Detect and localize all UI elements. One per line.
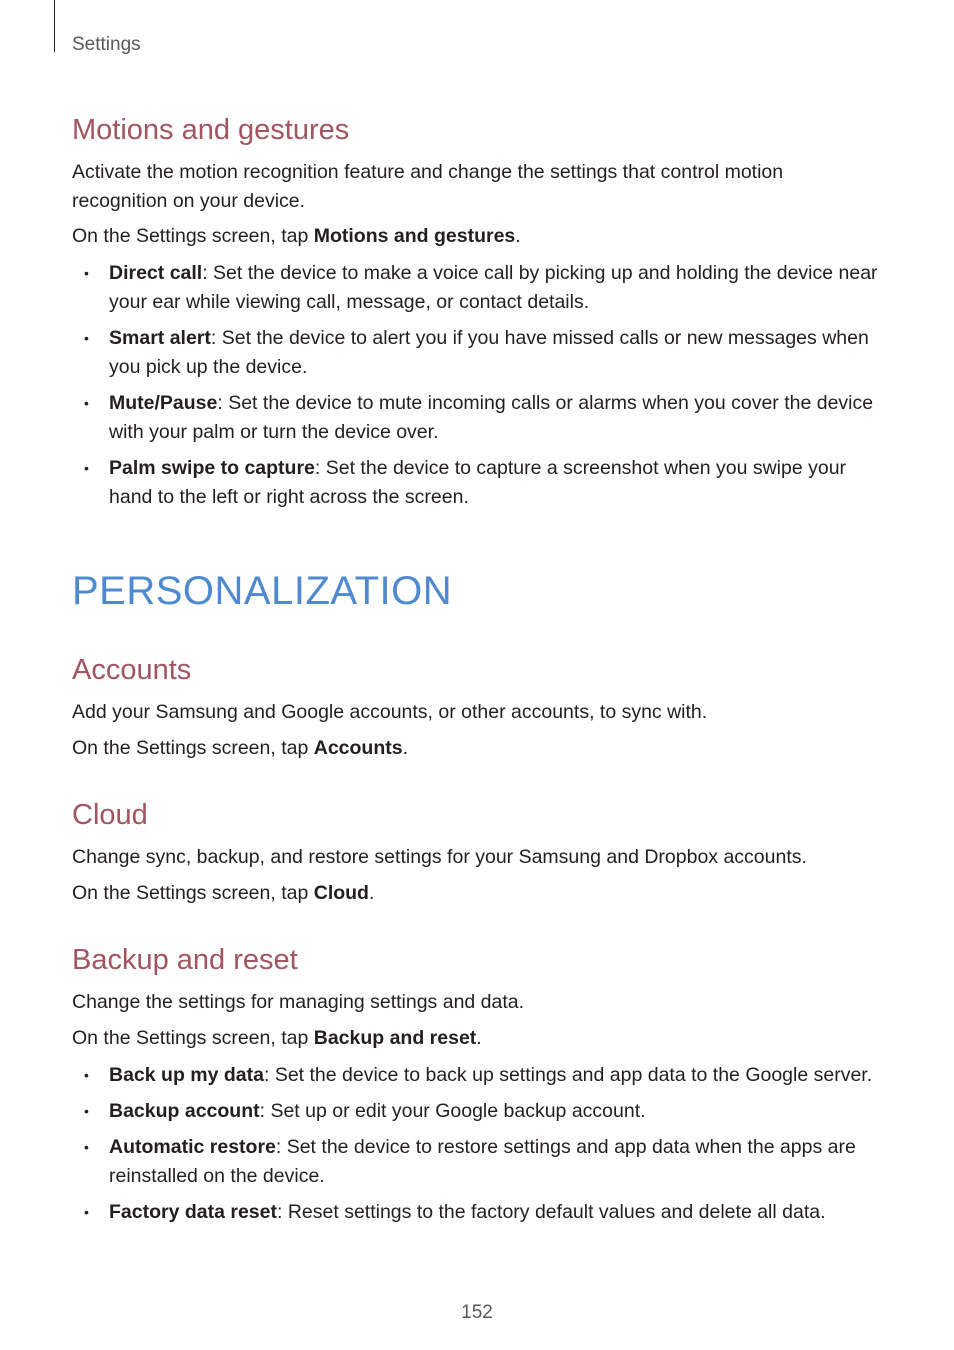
bullet: • bbox=[84, 395, 89, 411]
backup-intro: Change the settings for managing settings and data. bbox=[72, 991, 525, 1013]
cloud-intro: Change sync, backup, and restore settings for your Samsung and Dropbox accounts. bbox=[72, 846, 807, 868]
list-item bbox=[72, 1097, 882, 1126]
list-item bbox=[72, 454, 882, 512]
bullet: • bbox=[84, 1103, 89, 1119]
accounts-tap-target: Accounts bbox=[313, 737, 403, 759]
item-desc: : Reset settings to the factory default values and delete all data. bbox=[277, 1201, 826, 1223]
item-term: Back up my data bbox=[109, 1064, 264, 1086]
list-item bbox=[72, 324, 882, 382]
list-item bbox=[72, 1198, 882, 1227]
item-term: Direct call bbox=[109, 262, 203, 284]
list-item bbox=[72, 1061, 882, 1090]
accounts-tap-instruction: On the Settings screen, tap Accounts. bbox=[72, 737, 409, 759]
item-desc: : Set up or edit your Google backup account. bbox=[259, 1100, 646, 1122]
list-item bbox=[72, 1133, 882, 1191]
backup-tap-instruction: On the Settings screen, tap Backup and reset. bbox=[72, 1027, 482, 1049]
page-content bbox=[72, 110, 882, 1227]
bullet: • bbox=[84, 265, 89, 281]
item-term: Palm swipe to capture bbox=[109, 457, 315, 479]
bullet: • bbox=[84, 330, 89, 346]
running-head: Settings bbox=[72, 34, 141, 55]
item-term: Factory data reset bbox=[109, 1201, 277, 1223]
bullet: • bbox=[84, 1139, 89, 1155]
page-number: 152 bbox=[461, 1302, 493, 1323]
cloud-tap-target: Cloud bbox=[313, 882, 369, 904]
margin-rule bbox=[54, 0, 55, 52]
accounts-intro: Add your Samsung and Google accounts, or other accounts, to sync with. bbox=[72, 701, 708, 723]
item-term: Automatic restore bbox=[109, 1136, 276, 1158]
item-term: Backup account bbox=[109, 1100, 260, 1122]
bullet: • bbox=[84, 1067, 89, 1083]
section-title-motions: Motions and gestures bbox=[72, 114, 350, 146]
item-desc: : Set the device to make a voice call by picking up and holding the device near your ear while viewing call, message, or contact details. bbox=[109, 262, 878, 313]
item-desc: : Set the device to back up settings and app data to the Google server. bbox=[263, 1064, 873, 1086]
section-title-accounts: Accounts bbox=[72, 654, 192, 686]
item-term: Mute/Pause bbox=[109, 392, 218, 414]
bullet: • bbox=[84, 1204, 89, 1220]
motions-intro: Activate the motion recognition feature and change the settings that control motion recognition on your device. bbox=[72, 161, 784, 212]
list-item bbox=[72, 259, 882, 317]
section-title-cloud: Cloud bbox=[72, 799, 148, 831]
motions-tap-instruction: On the Settings screen, tap Motions and gestures. bbox=[72, 225, 521, 247]
item-term: Smart alert bbox=[109, 327, 211, 349]
cloud-tap-instruction: On the Settings screen, tap Cloud. bbox=[72, 882, 375, 904]
motions-list bbox=[72, 259, 882, 512]
item-desc: : Set the device to capture a screenshot when you swipe your hand to the left or right across the screen. bbox=[109, 457, 847, 508]
bullet: • bbox=[84, 460, 89, 476]
backup-tap-target: Backup and reset bbox=[313, 1027, 477, 1049]
section-title-backup: Backup and reset bbox=[72, 944, 298, 976]
chapter-title: PERSONALIZATION bbox=[72, 569, 453, 613]
motions-tap-target: Motions and gestures bbox=[313, 225, 516, 247]
item-desc: : Set the device to alert you if you have missed calls or new messages when you pick up the device. bbox=[109, 327, 869, 378]
item-desc: : Set the device to mute incoming calls or alarms when you cover the device with your palm or turn the device over. bbox=[109, 392, 874, 443]
backup-list bbox=[72, 1061, 882, 1227]
item-desc: : Set the device to restore settings and app data when the apps are reinstalled on the device. bbox=[109, 1136, 856, 1187]
list-item bbox=[72, 389, 882, 447]
